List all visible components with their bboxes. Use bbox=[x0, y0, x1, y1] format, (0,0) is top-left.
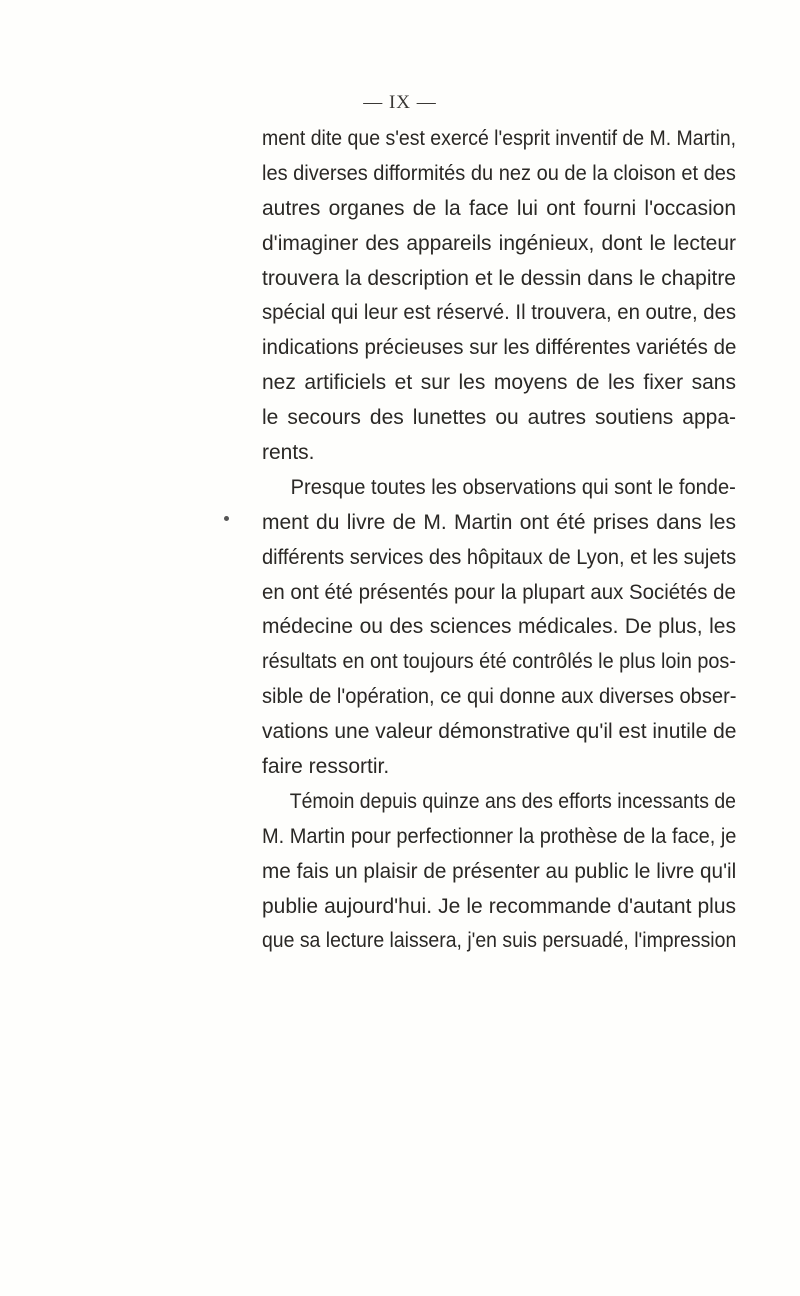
text-line: Presque toutes les observations qui sont le fonde- bbox=[290, 475, 736, 499]
text-line: rents. bbox=[262, 441, 315, 465]
text-line: que sa lecture laissera, j'en suis persuadé, l'impression bbox=[262, 929, 737, 953]
text-line: différents services des hôpitaux de Lyon, et les sujets bbox=[262, 545, 737, 569]
text-line: médecine ou des sciences médicales. De plus, les bbox=[262, 615, 736, 639]
text-line: ment du livre de M. Martin ont été prises dans les bbox=[262, 510, 736, 534]
text-line: autres organes de la face lui ont fourni l'occasion bbox=[262, 196, 736, 220]
text-line: d'imaginer des appareils ingénieux, dont le lecteur bbox=[262, 231, 736, 255]
text-line: indications précieuses sur les différentes variétés de bbox=[262, 336, 737, 360]
text-line: en ont été présentés pour la plupart aux Sociétés de bbox=[262, 580, 736, 604]
text-line: le secours des lunettes ou autres soutiens appa- bbox=[262, 406, 736, 430]
text-line: sible de l'opération, ce qui donne aux diverses obser- bbox=[262, 685, 737, 709]
page-number: — IX — bbox=[363, 92, 437, 113]
text-line: faire ressortir. bbox=[262, 755, 390, 779]
text-line: résultats en ont toujours été contrôlés le plus loin pos- bbox=[262, 650, 736, 674]
text-line: M. Martin pour perfectionner la prothèse de la face, je bbox=[262, 824, 737, 848]
text-line: vations une valeur démonstrative qu'il est inutile de bbox=[262, 720, 737, 744]
text-line: ment dite que s'est exercé l'esprit inventif de M. Martin, bbox=[262, 127, 737, 150]
margin-ink-mark bbox=[224, 516, 229, 521]
text-line: les diverses difformités du nez ou de la cloison et des bbox=[262, 161, 736, 185]
text-line: spécial qui leur est réservé. Il trouvera, en outre, des bbox=[262, 301, 737, 325]
text-line: me fais un plaisir de présenter au public le livre qu'il bbox=[262, 859, 737, 883]
text-line: Témoin depuis quinze ans des efforts incessants de bbox=[289, 789, 736, 813]
text-line: trouvera la description et le dessin dans le chapitre bbox=[262, 266, 736, 290]
text-line: publie aujourd'hui. Je le recommande d'autant plus bbox=[262, 894, 736, 918]
body-text bbox=[262, 122, 736, 959]
text-line: nez artificiels et sur les moyens de les fixer sans bbox=[262, 371, 736, 395]
